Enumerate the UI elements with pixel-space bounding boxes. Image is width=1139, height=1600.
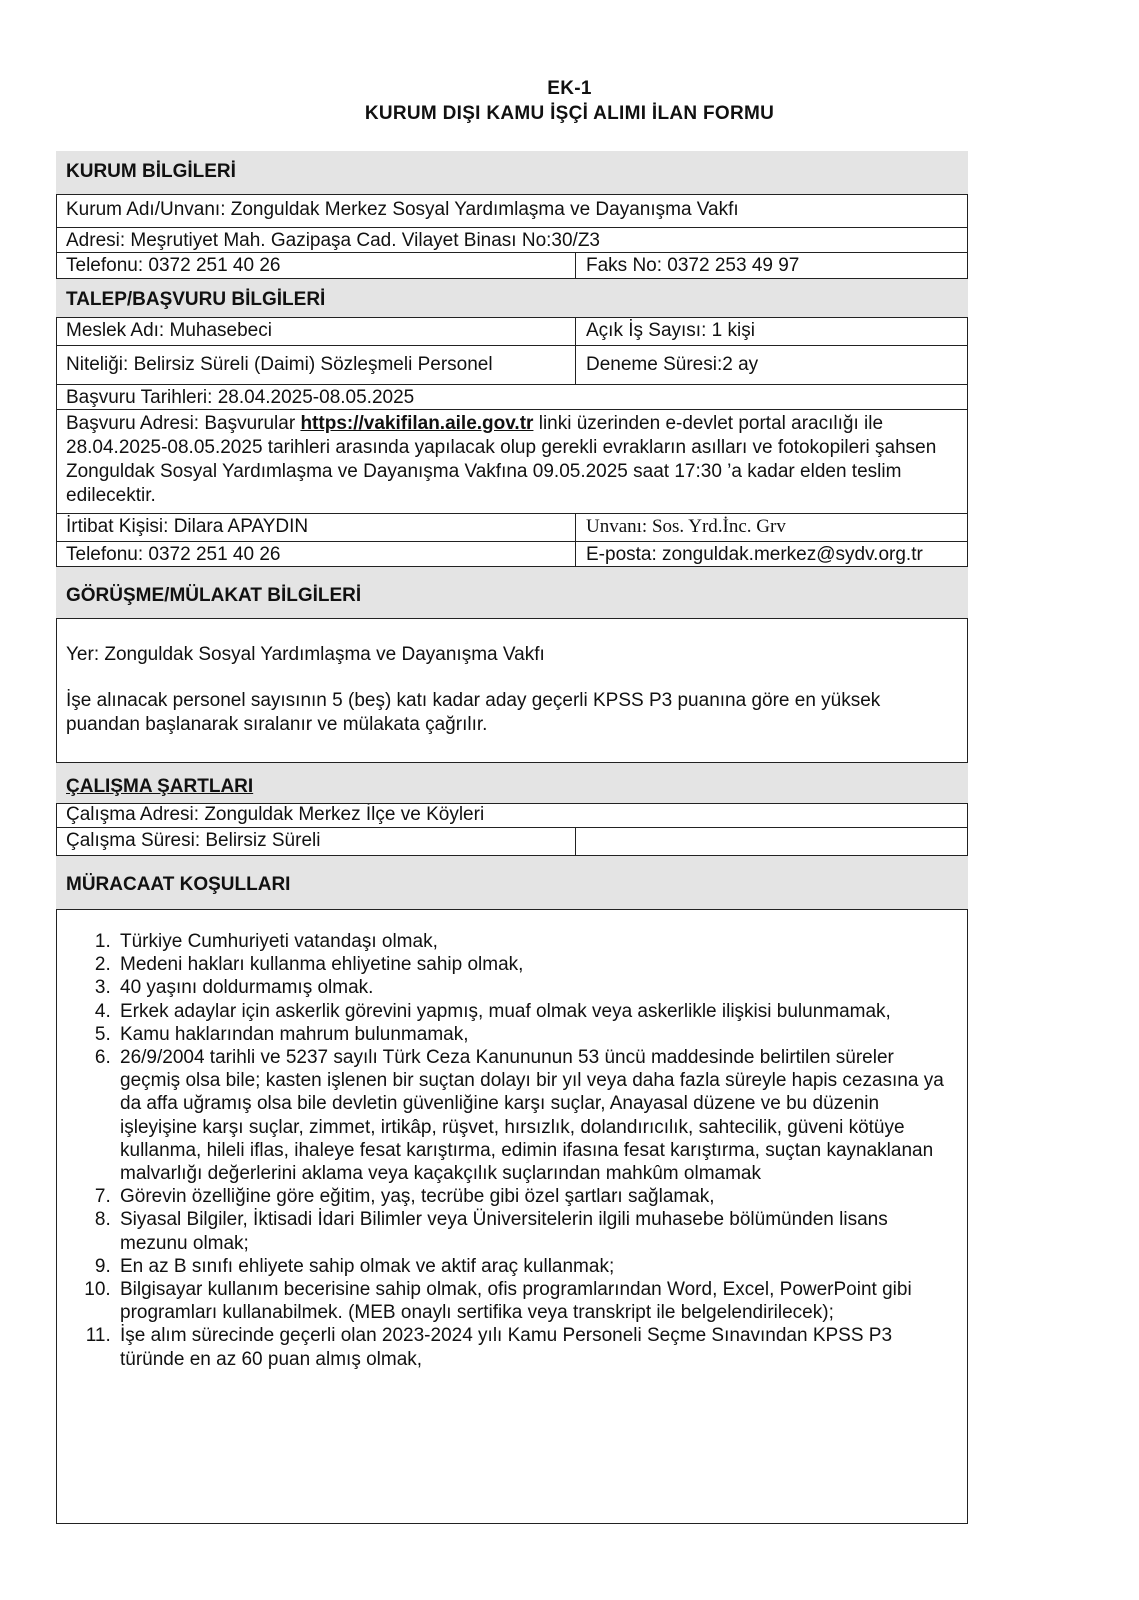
institution-address: Adresi: Meşrutiyet Mah. Gazipaşa Cad. Vilayet Binası No:30/Z3: [66, 230, 601, 251]
section-institution: [56, 151, 968, 195]
contact-email[interactable]: E-posta: zonguldak.merkez@sydv.org.tr: [586, 544, 923, 565]
form-title: KURUM DIŞI KAMU İŞÇİ ALIMI İLAN FORMU: [364, 103, 775, 124]
interview-info: [56, 619, 968, 763]
contact-title: Unvanı: Sos. Yrd.İnc. Grv: [586, 516, 786, 537]
condition-item: 11. İşe alım sürecinde geçerli olan 2023-2024 yılı Kamu Personeli Seçme Sınavından KPSS P3 türünde en az 60 puan almış olmak,: [116, 1324, 958, 1370]
contact-phone-row: [56, 542, 968, 567]
condition-item: 3. 40 yaşını doldurmamış olmak.: [116, 976, 958, 999]
contact-person: İrtibat Kişisi: Dilara APAYDIN: [56, 514, 576, 541]
work-address: Çalışma Adresi: Zonguldak Merkez İlçe ve Köyleri: [66, 804, 485, 825]
open-positions: Açık İş Sayısı: 1 kişi: [586, 320, 755, 341]
profession-row: [56, 318, 968, 346]
work-duration-row: [56, 828, 968, 856]
section-application: [56, 279, 968, 318]
section-conditions-title: MÜRACAAT KOŞULLARI: [66, 874, 291, 895]
section-application-title: TALEP/BAŞVURU BİLGİLERİ: [66, 289, 326, 310]
condition-item: 7. Görevin özelliğine göre eğitim, yaş, tecrübe gibi özel şartları sağlamak,: [116, 1185, 958, 1208]
section-interview: [56, 567, 968, 619]
condition-item: 10. Bilgisayar kullanım becerisine sahip olmak, ofis programlarından Word, Excel, PowerPoint gibi programları kullanabilmek. (MEB onaylı sertifika veya transkript ile belgelendirilecek);: [116, 1278, 958, 1324]
section-interview-title: GÖRÜŞME/MÜLAKAT BİLGİLERİ: [66, 585, 362, 606]
condition-item: 5. Kamu haklarından mahrum bulunmamak,: [116, 1023, 958, 1046]
condition-item: 2. Medeni hakları kullanma ehliyetine sahip olmak,: [116, 953, 958, 976]
conditions-list-container: [56, 910, 968, 1371]
institution-contact-row: [56, 253, 968, 279]
dates-row: [56, 385, 968, 410]
condition-item: 1. Türkiye Cumhuriyeti vatandaşı olmak,: [116, 930, 958, 953]
application-address-prefix: Başvuru Adresi: Başvurular: [66, 413, 301, 434]
conditions-list: [86, 930, 958, 1371]
condition-item: 9. En az B sınıfı ehliyete sahip olmak ve aktif araç kullanmak;: [116, 1255, 958, 1278]
section-institution-title: KURUM BİLGİLERİ: [66, 161, 236, 182]
institution-phone: Telefonu: 0372 251 40 26: [56, 253, 576, 278]
application-link[interactable]: https://vakifilan.aile.gov.tr: [300, 413, 534, 434]
contact-person-row: [56, 514, 968, 542]
condition-item: 6. 26/9/2004 tarihli ve 5237 sayılı Türk Ceza Kanununun 53 üncü maddesinde belirtilen süreler geçmiş olsa bile; kasten işlenen bir suçtan dolayı bir yıl veya daha fazla süreyle hapis cezasına ya da affa uğramış olsa bile devletin güvenliğine karşı suçlar, Anayasal düzene ve bu düzenin işleyişine karşı suçlar, zimmet, irtikâp, rüşvet, hırsızlık, dolandırıcılık, sahtecilik, güveni kötüye kullanma, hileli iflas, ihaleye fesat karıştırma, edimin ifasına fesat karıştırma, suçtan kaynaklanan malvarlığı değerlerini aklama veya kaçakçılık suçlarından mahkûm olmamak: [116, 1046, 958, 1185]
condition-item: 4. Erkek adaylar için askerlik görevini yapmış, muaf olmak veya askerlikle ilişkisi bulunmamak,: [116, 1000, 958, 1023]
section-work-title: ÇALIŞMA ŞARTLARI: [66, 776, 254, 797]
application-dates: Başvuru Tarihleri: 28.04.2025-08.05.2025: [66, 387, 415, 408]
institution-name-row: [56, 195, 968, 228]
nature-row: [56, 346, 968, 385]
condition-item: 8. Siyasal Bilgiler, İktisadi İdari Bilimler veya Üniversitelerin ilgili muhasebe bölümünden lisans mezunu olmak;: [116, 1208, 958, 1254]
annex-label: EK-1: [547, 78, 592, 99]
section-conditions: [56, 856, 968, 910]
application-address-suffix: linki üzerinden e-devlet portal aracılığı ile 28.04.2025-08.05.2025 tarihleri arasında yapılacak olup gerekli evrakların asılları ve fotokopileri şahsen Zonguldak Sosyal Yardımlaşma ve Dayanışma Vakfına 09.05.2025 saat 17:30 ’a kadar elden teslim edilecektir.: [66, 413, 937, 506]
institution-name: Kurum Adı/Unvanı: Zonguldak Merkez Sosyal Yardımlaşma ve Dayanışma Vakfı: [66, 199, 739, 220]
interview-note: İşe alınacak personel sayısının 5 (beş) katı kadar aday geçerli KPSS P3 puanına göre en yüksek puandan başlanarak sıralanır ve mülakata çağrılır.: [66, 690, 881, 735]
work-address-row: [56, 804, 968, 828]
position-nature: Niteliği: Belirsiz Süreli (Daimi) Sözleşmeli Personel: [56, 346, 576, 384]
institution-fax: Faks No: 0372 253 49 97: [586, 255, 800, 276]
profession: Meslek Adı: Muhasebeci: [56, 318, 576, 345]
section-work: [56, 763, 968, 804]
contact-phone: Telefonu: 0372 251 40 26: [56, 542, 576, 566]
work-duration: Çalışma Süresi: Belirsiz Süreli: [56, 828, 576, 855]
trial-period: Deneme Süresi:2 ay: [586, 354, 759, 375]
work-duration-empty: [576, 828, 968, 855]
institution-address-row: [56, 228, 968, 253]
interview-place: Yer: Zonguldak Sosyal Yardımlaşma ve Dayanışma Vakfı: [66, 644, 545, 665]
application-address: [56, 410, 968, 514]
